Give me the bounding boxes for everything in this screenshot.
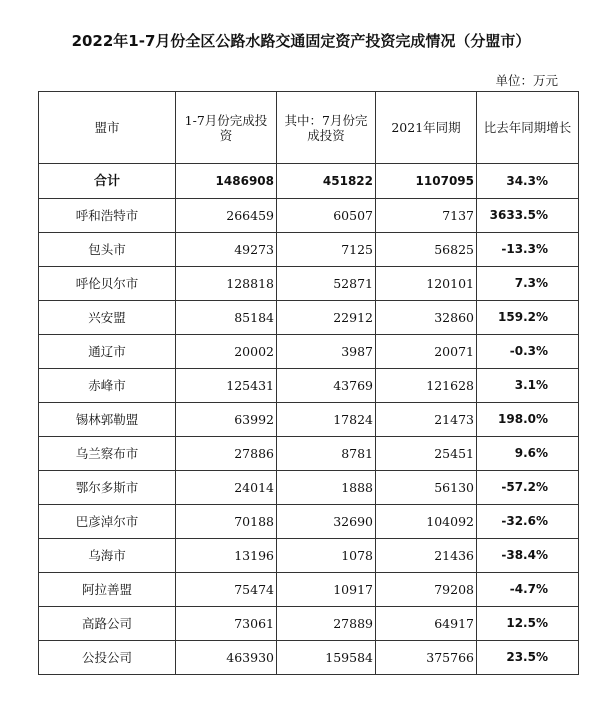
- region-name: 呼伦贝尔市: [39, 267, 176, 301]
- last-year-value: 64917: [376, 607, 477, 641]
- table-row: [39, 607, 579, 641]
- last-year-value: 32860: [376, 301, 477, 335]
- july-value: 60507: [277, 199, 376, 233]
- july-value: 27889: [277, 607, 376, 641]
- table-row: [39, 505, 579, 539]
- region-name: 呼和浩特市: [39, 199, 176, 233]
- july-value: 52871: [277, 267, 376, 301]
- july-value: 22912: [277, 301, 376, 335]
- unit-label: 单位：万元: [495, 73, 558, 88]
- last-year-value: 375766: [376, 641, 477, 675]
- table-row: [39, 437, 579, 471]
- header-growth: 比去年同期增长: [477, 92, 579, 164]
- investment-table: [38, 91, 579, 675]
- july-value: 17824: [277, 403, 376, 437]
- ytd-value: 73061: [176, 607, 277, 641]
- last-year-value: 56130: [376, 471, 477, 505]
- region-name: 通辽市: [39, 335, 176, 369]
- document-title: 2022年1-7月份全区公路水路交通固定资产投资完成情况（分盟市）: [71, 32, 531, 50]
- region-name: 乌兰察布市: [39, 437, 176, 471]
- ytd-value: 128818: [176, 267, 277, 301]
- table-row: [39, 573, 579, 607]
- header-ytd: 1-7月份完成投资: [176, 92, 277, 164]
- growth-value: 159.2%: [477, 301, 579, 335]
- region-name: 阿拉善盟: [39, 573, 176, 607]
- growth-value: -13.3%: [477, 233, 579, 267]
- ytd-value: 63992: [176, 403, 277, 437]
- table-row: [39, 199, 579, 233]
- ytd-value: 20002: [176, 335, 277, 369]
- last-year-value: 121628: [376, 369, 477, 403]
- last-year-value: 79208: [376, 573, 477, 607]
- table-row: [39, 267, 579, 301]
- region-name: 包头市: [39, 233, 176, 267]
- ytd-value: 463930: [176, 641, 277, 675]
- ytd-value: 49273: [176, 233, 277, 267]
- growth-value: -38.4%: [477, 539, 579, 573]
- ytd-value: 85184: [176, 301, 277, 335]
- july-value: 8781: [277, 437, 376, 471]
- table-row: [39, 403, 579, 437]
- last-year-value: 7137: [376, 199, 477, 233]
- ytd-value: 125431: [176, 369, 277, 403]
- growth-value: 198.0%: [477, 403, 579, 437]
- growth-value: 3.1%: [477, 369, 579, 403]
- ytd-value: 70188: [176, 505, 277, 539]
- growth-value: -4.7%: [477, 573, 579, 607]
- total-ytd: 1486908: [176, 164, 277, 199]
- region-name: 乌海市: [39, 539, 176, 573]
- ytd-value: 266459: [176, 199, 277, 233]
- last-year-value: 21473: [376, 403, 477, 437]
- last-year-value: 120101: [376, 267, 477, 301]
- header-july: 其中：7月份完成投资: [277, 92, 376, 164]
- growth-value: 12.5%: [477, 607, 579, 641]
- table-row: [39, 335, 579, 369]
- region-name: 赤峰市: [39, 369, 176, 403]
- region-name: 高路公司: [39, 607, 176, 641]
- last-year-value: 25451: [376, 437, 477, 471]
- header-row: [39, 92, 579, 164]
- july-value: 1888: [277, 471, 376, 505]
- july-value: 1078: [277, 539, 376, 573]
- july-value: 159584: [277, 641, 376, 675]
- july-value: 7125: [277, 233, 376, 267]
- ytd-value: 27886: [176, 437, 277, 471]
- total-row: [39, 164, 579, 199]
- ytd-value: 75474: [176, 573, 277, 607]
- region-name: 公投公司: [39, 641, 176, 675]
- header-last-year: 2021年同期: [376, 92, 477, 164]
- total-july: 451822: [277, 164, 376, 199]
- growth-value: -57.2%: [477, 471, 579, 505]
- last-year-value: 20071: [376, 335, 477, 369]
- growth-value: 23.5%: [477, 641, 579, 675]
- growth-value: -0.3%: [477, 335, 579, 369]
- table-row: [39, 301, 579, 335]
- growth-value: -32.6%: [477, 505, 579, 539]
- table-row: [39, 369, 579, 403]
- region-name: 锡林郭勒盟: [39, 403, 176, 437]
- total-growth: 34.3%: [477, 164, 579, 199]
- last-year-value: 56825: [376, 233, 477, 267]
- july-value: 32690: [277, 505, 376, 539]
- table-row: [39, 539, 579, 573]
- table-row: [39, 641, 579, 675]
- total-last-year: 1107095: [376, 164, 477, 199]
- header-region: 盟市: [39, 92, 176, 164]
- region-name: 鄂尔多斯市: [39, 471, 176, 505]
- growth-value: 7.3%: [477, 267, 579, 301]
- july-value: 3987: [277, 335, 376, 369]
- last-year-value: 104092: [376, 505, 477, 539]
- table-row: [39, 471, 579, 505]
- region-name: 巴彦淖尔市: [39, 505, 176, 539]
- july-value: 10917: [277, 573, 376, 607]
- region-name: 兴安盟: [39, 301, 176, 335]
- table-row: [39, 233, 579, 267]
- total-name: 合计: [39, 164, 176, 199]
- growth-value: 9.6%: [477, 437, 579, 471]
- growth-value: 3633.5%: [477, 199, 579, 233]
- ytd-value: 13196: [176, 539, 277, 573]
- last-year-value: 21436: [376, 539, 477, 573]
- ytd-value: 24014: [176, 471, 277, 505]
- july-value: 43769: [277, 369, 376, 403]
